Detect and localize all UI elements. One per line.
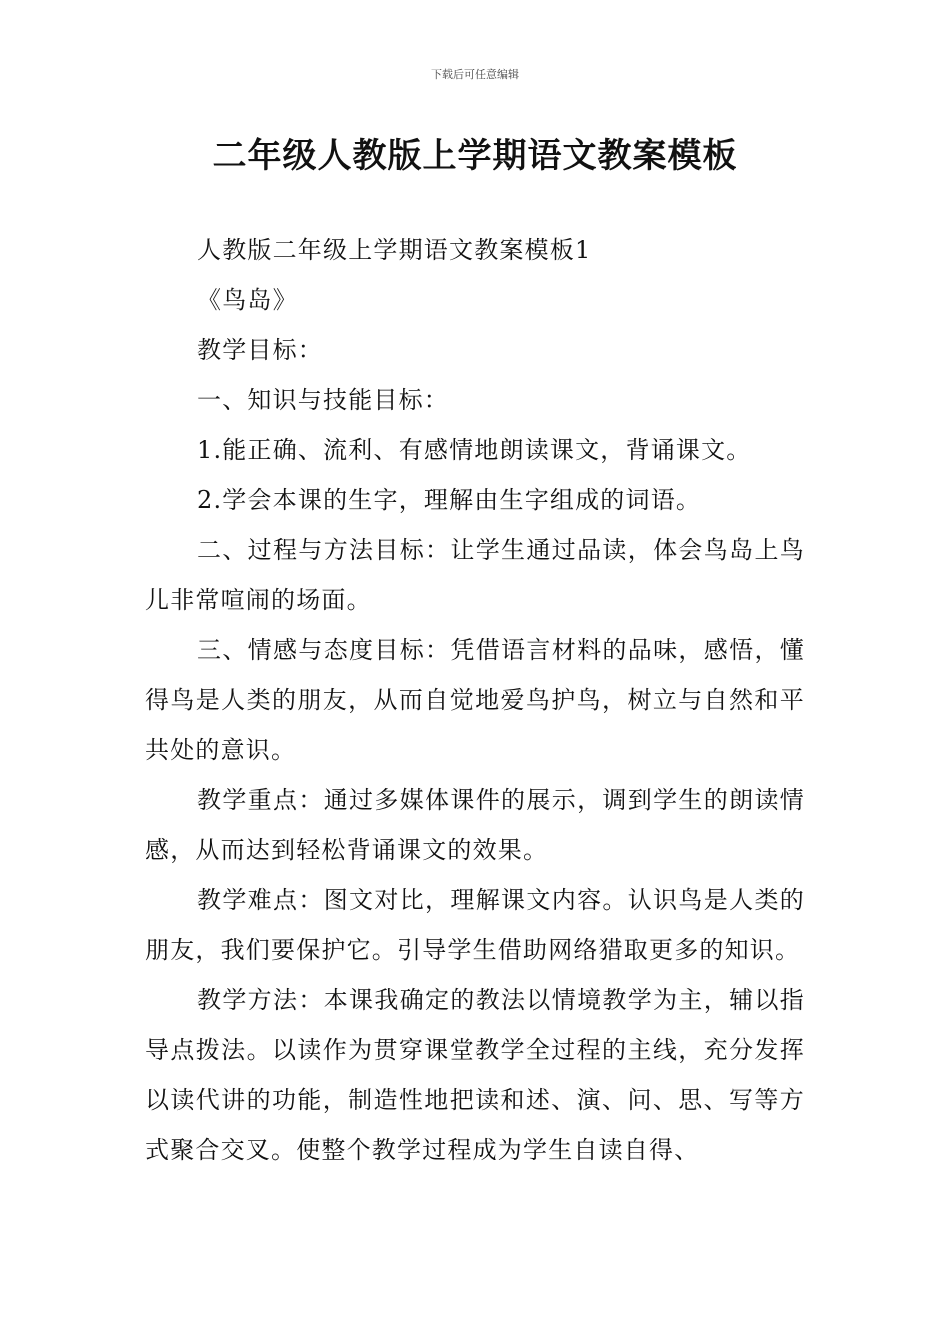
paragraph-lesson-title: 《鸟岛》 xyxy=(197,286,298,314)
document-title: 二年级人教版上学期语文教案模板 xyxy=(212,136,738,176)
document-body xyxy=(145,225,805,1175)
paragraph-emotion-goals: 三、情感与态度目标：凭借语言材料的品味，感悟，懂得鸟是人类的朋友，从而自觉地爱鸟护鸟，树立与自然和平共处的意识。 xyxy=(145,636,805,764)
paragraph-goal-2: 2.学会本课的生字，理解由生字组成的词语。 xyxy=(197,486,702,514)
paragraph-difficulties: 教学难点：图文对比，理解课文内容。认识鸟是人类的朋友，我们要保护它。引导学生借助网络猎取更多的知识。 xyxy=(145,886,805,964)
header-note: 下载后可任意编辑 xyxy=(431,68,519,81)
paragraph-key-points: 教学重点：通过多媒体课件的展示，调到学生的朗读情感，从而达到轻松背诵课文的效果。 xyxy=(145,786,805,864)
paragraph-process-goals: 二、过程与方法目标：让学生通过品读，体会鸟岛上鸟儿非常喧闹的场面。 xyxy=(145,536,805,614)
paragraph-teaching-goals: 教学目标： xyxy=(197,336,323,364)
paragraph-methods: 教学方法：本课我确定的教法以情境教学为主，辅以指导点拨法。以读作为贯穿课堂教学全过程的主线，充分发挥以读代讲的功能，制造性地把读和述、演、问、思、写等方式聚合交叉。使整个教学过程成为学生自读自得、 xyxy=(145,986,805,1164)
paragraph-lesson-heading: 人教版二年级上学期语文教案模板1 xyxy=(197,236,592,264)
paragraph-knowledge-goals: 一、知识与技能目标： xyxy=(197,386,449,414)
paragraph-goal-1: 1.能正确、流利、有感情地朗读课文，背诵课文。 xyxy=(197,436,752,464)
